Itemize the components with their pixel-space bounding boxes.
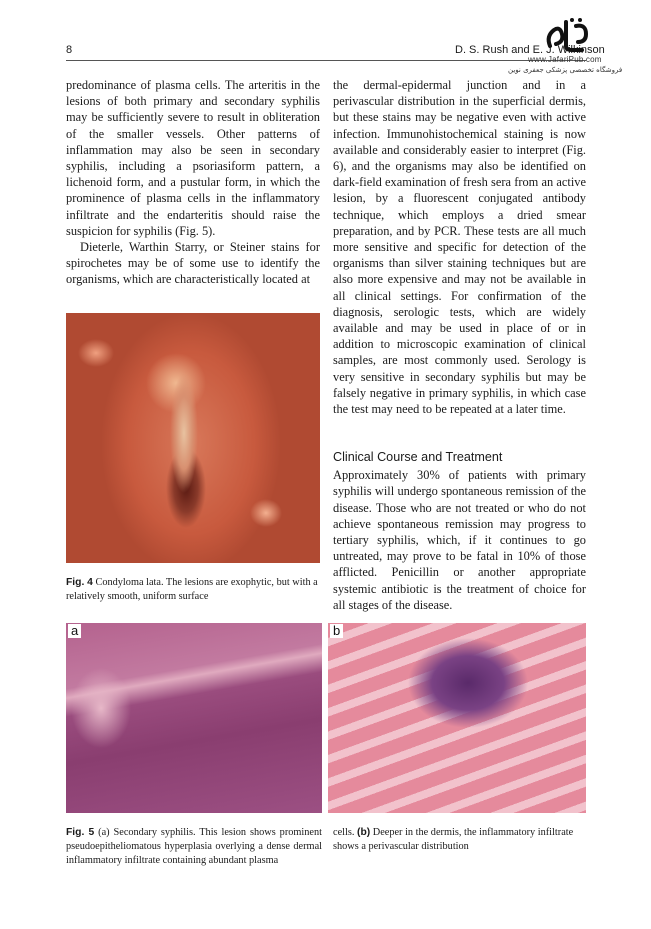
figure-5-caption-left: [66, 826, 322, 868]
paragraph: predominance of plasma cells. The arteritis in the lesions of both primary and secondary syphilis may be sufficiently severe to result in obliteration of the smaller vessels. Other patterns of inflammation may also be seen in secondary syphilis, including a psoriasiform pattern, a lichenoid form, and a pustular form, in which the prominence of plasma cells in the inflammatory infiltrate and the endarteritis should raise the suspicion for syphilis (Fig. 5).: [66, 78, 320, 238]
publisher-logo-icon: [542, 16, 592, 54]
paragraph: Dieterle, Warthin Starry, or Steiner stains for spirochetes may be of some use to identify the organisms, which are characteristically located at: [66, 240, 320, 287]
header-rule: [66, 60, 586, 61]
figure-4-caption: [66, 576, 326, 604]
figure-5a-micrograph: [66, 623, 322, 813]
running-head: D. S. Rush and E. J. Wilkinson: [455, 44, 605, 56]
left-column: [66, 77, 320, 288]
paragraph: Approximately 30% of patients with primary syphilis will undergo spontaneous remission of the disease. Those who are not treated or who do not achieve spontaneous remission may progress to tertiary syphilis, which, if it continues to go untreated, may prove to be fatal in 10% of those afflicted. Penicillin or another appropriate systemic antibiotic is the treatment of choice for all stages of the disease.: [333, 468, 586, 612]
panel-label-a: a: [68, 624, 81, 638]
caption-text: (a) Secondary syphilis. This lesion shows prominent pseudoepitheliomatous hyperplasia overlying a dense dermal inflammatory infiltrate containing abundant plasma: [66, 827, 322, 866]
section-heading: Clinical Course and Treatment: [333, 450, 503, 464]
figure-5b-micrograph: [328, 623, 586, 813]
figure-label: Fig. 4: [66, 577, 93, 588]
caption-text: cells.: [333, 827, 355, 838]
figure-5-caption-right: [333, 826, 586, 854]
figure-label: Fig. 5: [66, 827, 95, 838]
caption-text: Deeper in the dermis, the inflammatory infiltrate shows a perivascular distribution: [333, 827, 574, 852]
panel-ref-b: (b): [357, 827, 371, 838]
panel-label-b: b: [330, 624, 343, 638]
watermark-url: www.JafariPub.com: [528, 55, 602, 64]
clinical-course-section: [333, 449, 586, 613]
figure-4-photo: [66, 313, 320, 563]
watermark-persian: فروشگاه تخصصی پزشکی جعفری نوین: [508, 66, 623, 74]
paragraph: the dermal-epidermal junction and in a perivascular distribution in the superficial dermis, but these stains may be negative even with active infection. Immunohistochemical staining is now available and considerably easier to interpret (Fig. 6), and the organisms may also be identified on dark-field examination of fresh sera from an active lesion, by a fluorescent conjugated antibody technique, which employs a dried smear preparation, and by PCR. These tests are all much more sensitive and specific for detection of the organisms than silver staining techniques but are also more expensive and may not be available in all clinical settings. For confirmation of the diagnosis, serologic tests, which are widely available and may be used in place of or in addition to microscopic examination of clinical samples, are most commonly used. Serology is very sensitive in secondary syphilis but may be falsely negative in primary syphilis, in which case the test may need to be repeated at a later time.: [333, 78, 586, 417]
right-column: [333, 77, 586, 417]
page-number: 8: [66, 44, 73, 56]
caption-text: Condyloma lata. The lesions are exophytic, but with a relatively smooth, uniform surface: [66, 577, 318, 602]
